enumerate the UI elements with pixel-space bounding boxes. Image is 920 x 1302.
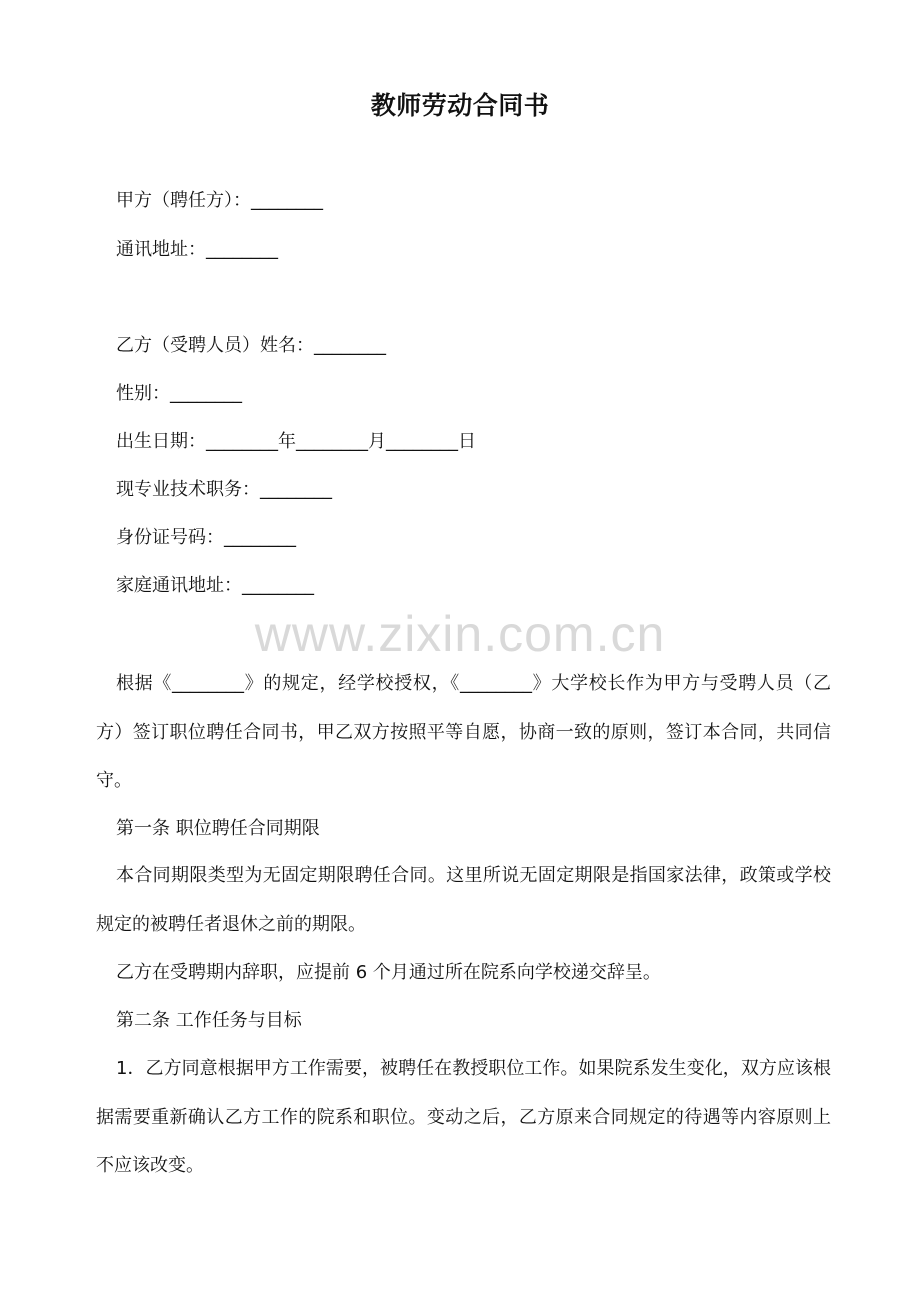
party-a-address-line: 通讯地址：________ — [116, 239, 278, 260]
article2-heading: 第二条 工作任务与目标 — [116, 1010, 302, 1031]
party-b-id-line: 身份证号码：________ — [116, 527, 296, 548]
article1-paragraph-2: 乙方在受聘期内辞职，应提前 6 个月通过所在院系向学校递交辞呈。 — [116, 962, 661, 983]
party-a-name-line: 甲方（聘任方）：________ — [116, 190, 323, 211]
party-b-name-line: 乙方（受聘人员）姓名：________ — [116, 335, 386, 356]
preamble-paragraph: 根据《________》的规定，经学校授权，《________》大学校长作为甲方与受聘人员（乙方）签订职位聘任合同书，甲乙双方按照平等自愿，协商一致的原则，签订本合同，共同信守。 — [96, 673, 831, 791]
article1-paragraph-1: 本合同期限类型为无固定期限聘任合同。这里所说无固定期限是指国家法律，政策或学校规定的被聘任者退休之前的期限。 — [96, 865, 831, 935]
party-b-title-line: 现专业技术职务：________ — [116, 479, 332, 500]
document-title: 教师劳动合同书 — [370, 91, 550, 120]
site-watermark: www.zixin.com.cn — [254, 606, 666, 662]
article2-paragraph-1: 1．乙方同意根据甲方工作需要，被聘任在教授职位工作。如果院系发生变化，双方应该根据需要重新确认乙方工作的院系和职位。变动之后，乙方原来合同规定的待遇等内容原则上不应该改变。 — [96, 1058, 831, 1176]
party-b-birth-line: 出生日期：________年________月________日 — [116, 431, 476, 452]
party-b-gender-line: 性别：________ — [116, 383, 242, 404]
party-b-home-address-line: 家庭通讯地址：________ — [116, 575, 314, 596]
article1-heading: 第一条 职位聘任合同期限 — [116, 818, 320, 839]
